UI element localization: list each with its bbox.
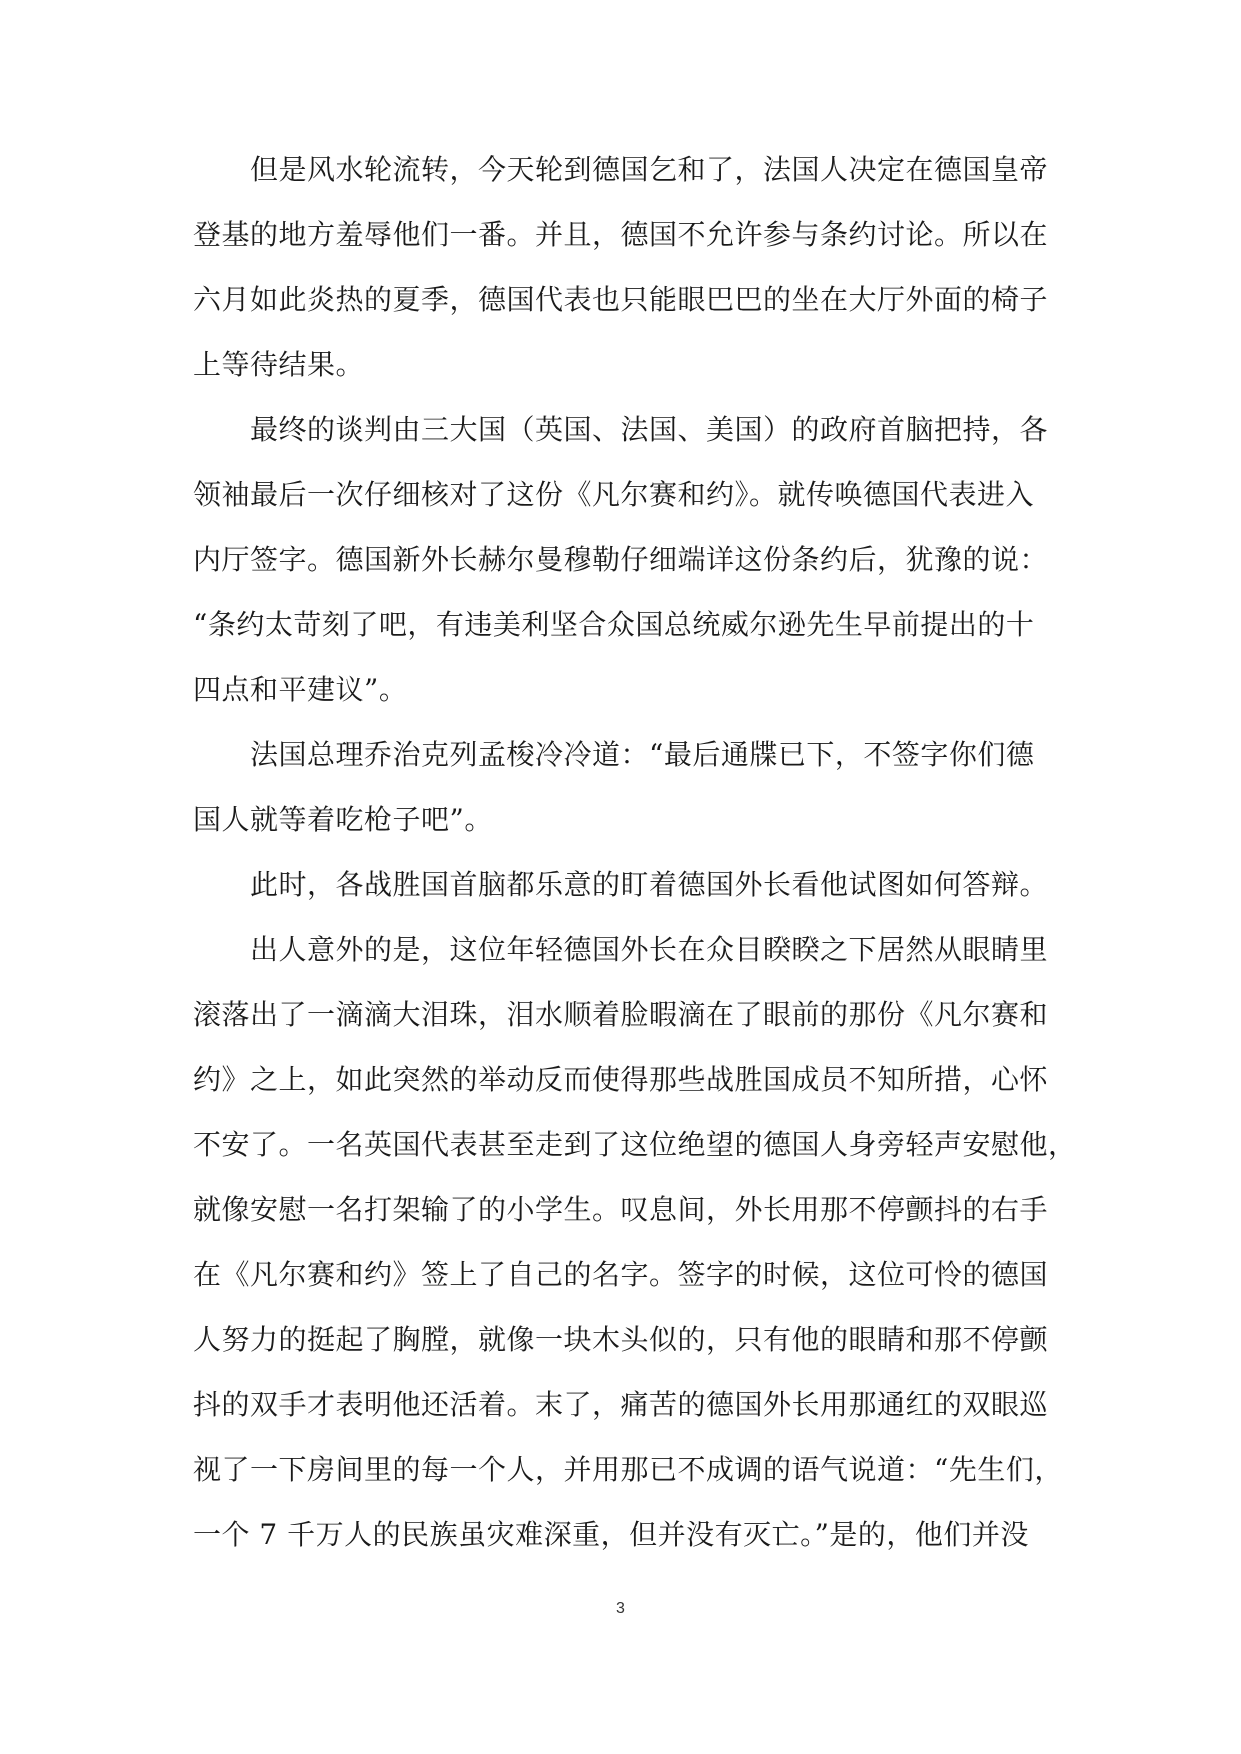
text-line: 抖的双手才表明他还活着。末了，痛苦的德国外长用那通红的双眼巡 <box>193 1388 1049 1421</box>
text-line: 在《凡尔赛和约》签上了自己的名字。签字的时候，这位可怜的德国 <box>193 1258 1049 1291</box>
text-line: 就像安慰一名打架输了的小学生。叹息间，外长用那不停颤抖的右手 <box>193 1193 1049 1226</box>
text-line: 此时，各战胜国首脑都乐意的盯着德国外长看他试图如何答辩。 <box>193 868 1049 901</box>
text-line: 法国总理乔治克列孟梭冷冷道：“最后通牒已下，不签字你们德 <box>193 738 1035 771</box>
text-line: 人努力的挺起了胸膛，就像一块木头似的，只有他的眼睛和那不停颤 <box>193 1323 1049 1356</box>
text-line: 不安了。一名英国代表甚至走到了这位绝望的德国人身旁轻声安慰他， <box>193 1128 1077 1161</box>
text-line: 一个 7 千万人的民族虽灾难深重，但并没有灭亡。”是的，他们并没 <box>193 1518 1029 1551</box>
text-line: “条约太苛刻了吧，有违美利坚合众国总统威尔逊先生早前提出的十 <box>193 608 1035 641</box>
text-line: 上等待结果。 <box>193 348 365 381</box>
text-line: 内厅签字。德国新外长赫尔曼穆勒仔细端详这份条约后，犹豫的说： <box>193 543 1049 576</box>
text-line: 视了一下房间里的每一个人，并用那已不成调的语气说道：“先生们， <box>193 1453 1063 1486</box>
text-line: 最终的谈判由三大国（英国、法国、美国）的政府首脑把持，各 <box>193 413 1049 446</box>
text-line: 领袖最后一次仔细核对了这份《凡尔赛和约》。就传唤德国代表进入 <box>193 478 1035 511</box>
text-line: 国人就等着吃枪子吧”。 <box>193 803 493 836</box>
text-line: 登基的地方羞辱他们一番。并且，德国不允许参与条约讨论。所以在 <box>193 218 1049 251</box>
text-line: 四点和平建议”。 <box>193 673 408 706</box>
text-line: 约》之上，如此突然的举动反而使得那些战胜国成员不知所措，心怀 <box>193 1063 1049 1096</box>
text-line: 滚落出了一滴滴大泪珠，泪水顺着脸暇滴在了眼前的那份《凡尔赛和 <box>193 998 1049 1031</box>
text-line: 但是风水轮流转，今天轮到德国乞和了，法国人决定在德国皇帝 <box>193 153 1049 186</box>
text-line: 出人意外的是，这位年轻德国外长在众目睽睽之下居然从眼睛里 <box>193 933 1049 966</box>
text-line: 六月如此炎热的夏季，德国代表也只能眼巴巴的坐在大厅外面的椅子 <box>193 283 1049 316</box>
page-number: 3 <box>616 1600 625 1617</box>
